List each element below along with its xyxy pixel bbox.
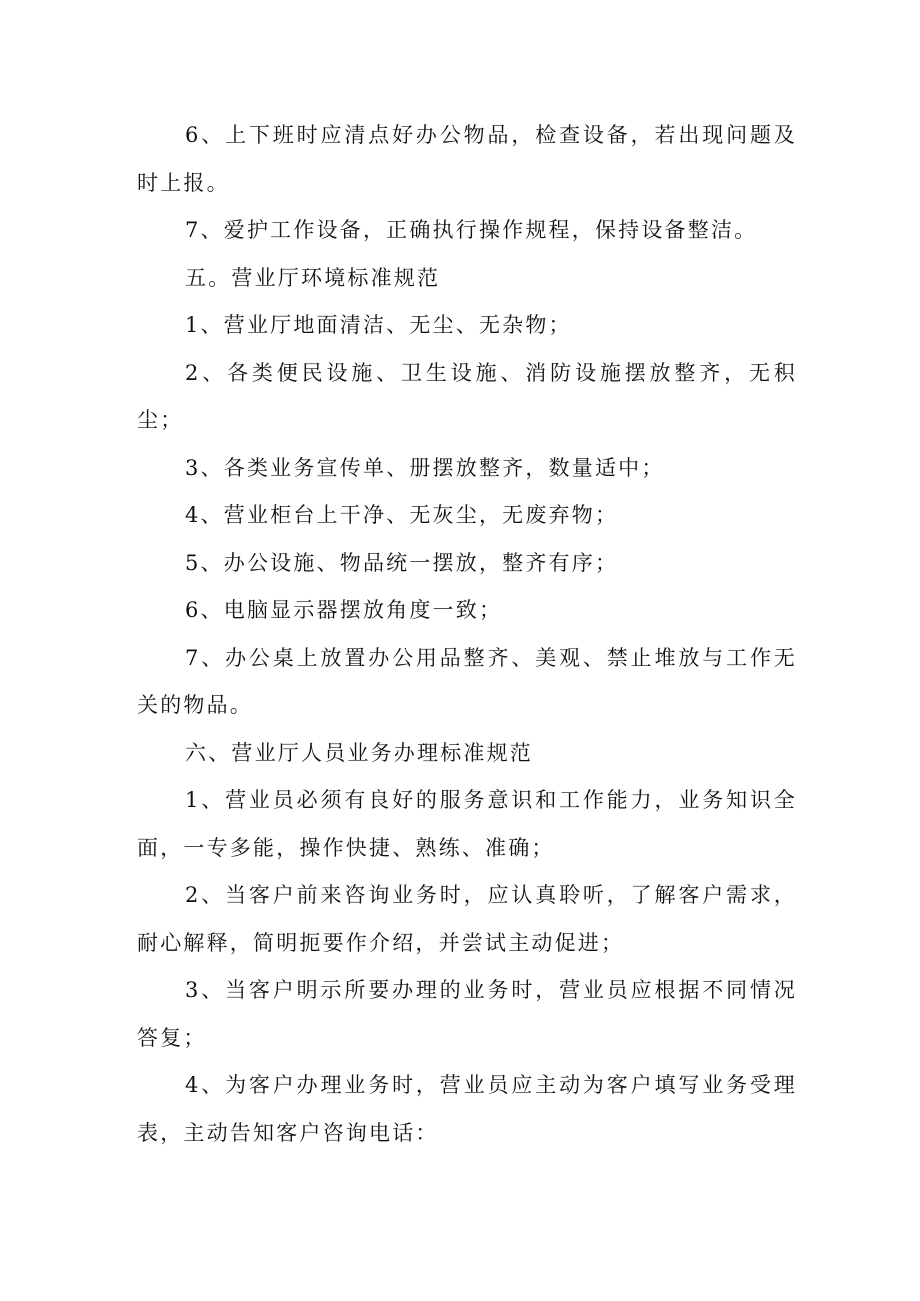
paragraph-4: 1、营业厅地面清洁、无尘、无杂物；: [185, 313, 572, 337]
paragraph-6: 3、各类业务宣传单、册摆放整齐，数量适中；: [185, 455, 665, 480]
paragraph-12: 1、营业员必须有良好的服务意识和工作能力，业务知识全面，一专多能，操作快捷、熟练、准确；: [137, 788, 797, 860]
document-body: [137, 112, 797, 1157]
paragraph-7: 4、营业柜台上干净、无灰尘，无废弃物；: [185, 503, 619, 527]
paragraph-2: 7、爱护工作设备，正确执行操作规程，保持设备整洁。: [185, 218, 758, 242]
paragraph-10: 7、办公桌上放置办公用品整齐、美观、禁止堆放与工作无关的物品。: [137, 645, 797, 717]
paragraph-9: 6、电脑显示器摆放角度一致；: [185, 598, 503, 622]
paragraph-5: 2、各类便民设施、卫生设施、消防设施摆放整齐，无积尘；: [137, 360, 797, 432]
paragraph-8: 5、办公设施、物品统一摆放，整齐有序；: [185, 550, 619, 575]
section-heading-6: 六、营业厅人员业务办理标准规范: [185, 740, 533, 765]
section-heading-5: 五。营业厅环境标准规范: [185, 265, 441, 290]
paragraph-15: 4、为客户办理业务时，营业员应主动为客户填写业务受理表，主动告知客户咨询电话：: [137, 1073, 797, 1145]
paragraph-14: 3、当客户明示所要办理的业务时，营业员应根据不同情况答复；: [137, 978, 797, 1050]
paragraph-13: 2、当客户前来咨询业务时，应认真聆听，了解客户需求，耐心解释，简明扼要作介绍，并尝试主动促进；: [137, 883, 797, 955]
paragraph-1: 6、上下班时应清点好办公物品，检查设备，若出现问题及时上报。: [137, 123, 797, 195]
